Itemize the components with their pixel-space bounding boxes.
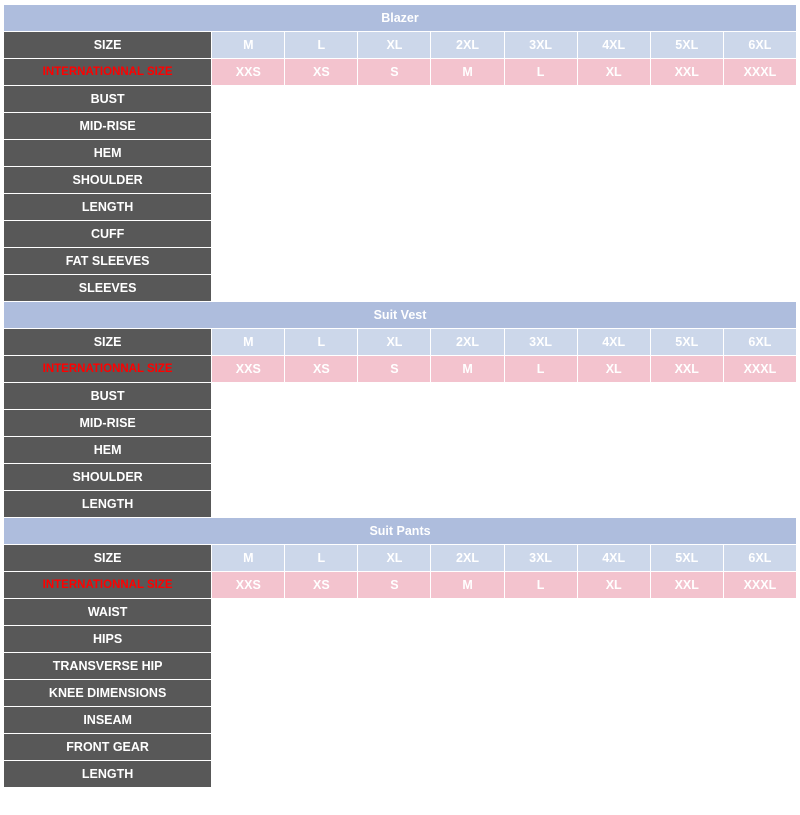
measurement-value: 76 bbox=[650, 653, 723, 680]
measurement-value: 73.9 bbox=[577, 194, 650, 221]
measurement-value: 93.8 bbox=[285, 410, 358, 437]
measurement-value: 44.2 bbox=[723, 464, 796, 491]
measurement-value: 114.3 bbox=[650, 113, 723, 140]
section-title-row bbox=[4, 302, 797, 329]
measurement-value: 96 bbox=[212, 86, 285, 113]
measurement-value: 114.3 bbox=[504, 86, 577, 113]
measurement-value: 58.5 bbox=[358, 491, 431, 518]
measurement-value: 39.9 bbox=[650, 707, 723, 734]
measurement-value: 64 bbox=[285, 653, 358, 680]
measurement-value: 73.6 bbox=[577, 653, 650, 680]
measurement-value: 109.2 bbox=[431, 86, 504, 113]
table-row bbox=[4, 707, 797, 734]
measurement-value: 72.9 bbox=[504, 194, 577, 221]
measurement-value: 63.5 bbox=[723, 491, 796, 518]
measurement-value: 100.9 bbox=[358, 437, 431, 464]
size-value: XL bbox=[358, 32, 431, 59]
measurement-label: FRONT GEAR bbox=[4, 734, 212, 761]
measurement-value: 99.5 bbox=[285, 626, 358, 653]
section-title: Suit Pants bbox=[4, 518, 797, 545]
measurement-value: 99.1 bbox=[285, 86, 358, 113]
international-size-value: XS bbox=[285, 356, 358, 383]
international-size-value: M bbox=[431, 572, 504, 599]
measurement-value: 94 bbox=[504, 599, 577, 626]
measurement-value: 47 bbox=[723, 248, 796, 275]
measurement-value: 113.1 bbox=[504, 383, 577, 410]
measurement-value: 29.6 bbox=[504, 734, 577, 761]
size-value: 3XL bbox=[504, 545, 577, 572]
table-row bbox=[4, 734, 797, 761]
size-value: L bbox=[285, 545, 358, 572]
measurement-value: 68.8 bbox=[431, 653, 504, 680]
size-row-label: SIZE bbox=[4, 545, 212, 572]
measurement-value: 30.2 bbox=[650, 221, 723, 248]
size-row-label: SIZE bbox=[4, 329, 212, 356]
international-size-value: XXL bbox=[650, 59, 723, 86]
measurement-value: 27 bbox=[358, 221, 431, 248]
measurement-value: 119.3 bbox=[650, 410, 723, 437]
table-row bbox=[4, 437, 797, 464]
measurement-value: 50.4 bbox=[723, 680, 796, 707]
measurement-value: 39 bbox=[358, 248, 431, 275]
table-row bbox=[4, 464, 797, 491]
measurement-value: 26.2 bbox=[285, 221, 358, 248]
measurement-label: KNEE DIMENSIONS bbox=[4, 680, 212, 707]
measurement-value: 104 bbox=[431, 410, 504, 437]
measurement-value: 71.2 bbox=[504, 653, 577, 680]
measurement-value: 62.2 bbox=[285, 275, 358, 302]
measurement-value: 42.2 bbox=[504, 248, 577, 275]
measurement-value: 60.5 bbox=[504, 491, 577, 518]
table-row bbox=[4, 653, 797, 680]
measurement-value: 66 bbox=[504, 275, 577, 302]
measurement-value: 82 bbox=[212, 113, 285, 140]
international-size-value: S bbox=[358, 356, 431, 383]
measurement-label: SHOULDER bbox=[4, 167, 212, 194]
international-size-value: XXS bbox=[212, 356, 285, 383]
measurement-value: 119.4 bbox=[577, 86, 650, 113]
measurement-value: 133.4 bbox=[723, 140, 796, 167]
size-chart-table bbox=[3, 4, 797, 815]
measurement-label: SHOULDER bbox=[4, 464, 212, 491]
international-size-value: M bbox=[431, 59, 504, 86]
international-size-value: L bbox=[504, 572, 577, 599]
measurement-value: 29.4 bbox=[577, 221, 650, 248]
international-size-row bbox=[4, 356, 797, 383]
measurement-value: 37.4 bbox=[285, 248, 358, 275]
international-size-value: XL bbox=[577, 356, 650, 383]
measurement-label: CUFF bbox=[4, 221, 212, 248]
international-size-value: XXL bbox=[650, 356, 723, 383]
measurement-value: 106.9 bbox=[431, 761, 504, 788]
size-value: 4XL bbox=[577, 32, 650, 59]
size-row bbox=[4, 545, 797, 572]
table-row bbox=[4, 626, 797, 653]
measurement-value: 30.6 bbox=[650, 734, 723, 761]
measurement-value: 78.4 bbox=[723, 653, 796, 680]
size-value: XL bbox=[358, 545, 431, 572]
measurement-value: 88.9 bbox=[285, 113, 358, 140]
measurement-value: 129.5 bbox=[723, 86, 796, 113]
measurement-value: 39.4 bbox=[431, 707, 504, 734]
measurement-value: 102.9 bbox=[285, 761, 358, 788]
measurement-value: 27.8 bbox=[431, 221, 504, 248]
measurement-value: 40.6 bbox=[431, 248, 504, 275]
table-row bbox=[4, 410, 797, 437]
size-value: 3XL bbox=[504, 329, 577, 356]
measurement-label: MID-RISE bbox=[4, 410, 212, 437]
table-row bbox=[4, 167, 797, 194]
measurement-value: 45 bbox=[285, 680, 358, 707]
measurement-value: 40.3 bbox=[504, 464, 577, 491]
international-size-value: XXXL bbox=[723, 572, 796, 599]
measurement-value: 126.4 bbox=[723, 437, 796, 464]
measurement-value: 111 bbox=[577, 761, 650, 788]
table-row bbox=[4, 680, 797, 707]
measurement-value: 28.6 bbox=[358, 734, 431, 761]
size-value: 2XL bbox=[431, 32, 504, 59]
measurement-value: 83.8 bbox=[358, 599, 431, 626]
table-row bbox=[4, 383, 797, 410]
table-row bbox=[4, 194, 797, 221]
international-size-value: XS bbox=[285, 59, 358, 86]
measurement-value: 45.9 bbox=[358, 680, 431, 707]
international-size-value: XS bbox=[285, 572, 358, 599]
measurement-label: LENGTH bbox=[4, 761, 212, 788]
measurement-value: 38.9 bbox=[504, 707, 577, 734]
measurement-value: 44 bbox=[212, 680, 285, 707]
table-row bbox=[4, 221, 797, 248]
size-value: 2XL bbox=[431, 545, 504, 572]
measurement-value: 98 bbox=[212, 140, 285, 167]
measurement-label: LENGTH bbox=[4, 491, 212, 518]
size-value: L bbox=[285, 329, 358, 356]
measurement-value: 109.2 bbox=[723, 599, 796, 626]
measurement-label: BUST bbox=[4, 86, 212, 113]
footnote-row bbox=[4, 788, 797, 815]
measurement-value: 56.5 bbox=[212, 491, 285, 518]
measurement-value: 39.4 bbox=[577, 707, 650, 734]
measurement-value: 98.9 bbox=[358, 410, 431, 437]
measurement-value: 88 bbox=[212, 410, 285, 437]
international-size-value: XXL bbox=[650, 572, 723, 599]
international-size-value: XXS bbox=[212, 572, 285, 599]
measurement-value: 39 bbox=[431, 464, 504, 491]
measurement-value: 48.6 bbox=[577, 680, 650, 707]
measurement-label: MID-RISE bbox=[4, 113, 212, 140]
measurement-value: 121.3 bbox=[650, 437, 723, 464]
international-size-value: XXXL bbox=[723, 356, 796, 383]
measurement-value: 69.9 bbox=[723, 275, 796, 302]
size-value: 4XL bbox=[577, 545, 650, 572]
measurement-label: HEM bbox=[4, 140, 212, 167]
measurement-value: 107.9 bbox=[358, 140, 431, 167]
measurement-value: 59.5 bbox=[431, 491, 504, 518]
international-size-row-label: INTERNATIONNAL SIZE bbox=[4, 59, 212, 86]
measurement-value: 46.5 bbox=[431, 167, 504, 194]
footnote: *This data was obtained from manually measuring the product, it may be off by 1-2 CM bbox=[4, 788, 797, 815]
size-value: M bbox=[212, 329, 285, 356]
international-size-value: M bbox=[431, 356, 504, 383]
measurement-value: 43.8 bbox=[577, 248, 650, 275]
section-title-row bbox=[4, 518, 797, 545]
measurement-value: 88.9 bbox=[431, 599, 504, 626]
measurement-value: 118.1 bbox=[504, 140, 577, 167]
size-row bbox=[4, 329, 797, 356]
measurement-value: 28.1 bbox=[285, 734, 358, 761]
measurement-value: 109.1 bbox=[504, 410, 577, 437]
international-size-row-label: INTERNATIONNAL SIZE bbox=[4, 356, 212, 383]
size-value: 3XL bbox=[504, 32, 577, 59]
measurement-value: 37 bbox=[212, 707, 285, 734]
measurement-value: 49 bbox=[577, 167, 650, 194]
table-row bbox=[4, 86, 797, 113]
measurement-value: 111.1 bbox=[504, 437, 577, 464]
international-size-row-label: INTERNATIONNAL SIZE bbox=[4, 572, 212, 599]
measurement-value: 69.9 bbox=[285, 194, 358, 221]
measurement-value: 51.6 bbox=[723, 167, 796, 194]
measurement-value: 27.6 bbox=[212, 734, 285, 761]
table-row bbox=[4, 491, 797, 518]
size-value: 5XL bbox=[650, 329, 723, 356]
measurement-value: 35.1 bbox=[212, 464, 285, 491]
measurement-label: FAT SLEEVES bbox=[4, 248, 212, 275]
size-value: 4XL bbox=[577, 329, 650, 356]
measurement-value: 42.8 bbox=[212, 167, 285, 194]
measurement-value: 94 bbox=[212, 626, 285, 653]
measurement-value: 95.8 bbox=[285, 437, 358, 464]
size-value: 2XL bbox=[431, 329, 504, 356]
international-size-value: XXS bbox=[212, 59, 285, 86]
measurement-value: 62.5 bbox=[650, 491, 723, 518]
measurement-value: 71.9 bbox=[431, 194, 504, 221]
measurement-value: 123.2 bbox=[577, 140, 650, 167]
measurement-value: 102.9 bbox=[358, 383, 431, 410]
measurement-value: 127.7 bbox=[723, 626, 796, 653]
measurement-value: 45.2 bbox=[358, 167, 431, 194]
measurement-value: 70.9 bbox=[358, 194, 431, 221]
measurement-value: 99.1 bbox=[431, 113, 504, 140]
measurement-value: 67.3 bbox=[577, 275, 650, 302]
measurement-value: 61 bbox=[212, 275, 285, 302]
measurement-value: 106 bbox=[431, 437, 504, 464]
measurement-value: 74.9 bbox=[650, 194, 723, 221]
measurement-value: 64.8 bbox=[431, 275, 504, 302]
measurement-value: 128.4 bbox=[723, 383, 796, 410]
measurement-value: 118.2 bbox=[577, 383, 650, 410]
measurement-value: 78.7 bbox=[285, 599, 358, 626]
measurement-value: 75.9 bbox=[723, 194, 796, 221]
measurement-value: 31.1 bbox=[723, 734, 796, 761]
measurement-value: 104.1 bbox=[358, 86, 431, 113]
measurement-label: TRANSVERSE HIP bbox=[4, 653, 212, 680]
measurement-value: 43.9 bbox=[285, 167, 358, 194]
measurement-value: 124.4 bbox=[723, 410, 796, 437]
measurement-value: 42.9 bbox=[650, 464, 723, 491]
measurement-value: 128.3 bbox=[650, 140, 723, 167]
size-value: XL bbox=[358, 329, 431, 356]
table-row bbox=[4, 599, 797, 626]
measurement-value: 47.7 bbox=[504, 680, 577, 707]
measurement-value: 40.4 bbox=[723, 707, 796, 734]
measurement-value: 104.2 bbox=[358, 626, 431, 653]
measurement-value: 113.6 bbox=[504, 626, 577, 653]
measurement-value: 113 bbox=[650, 761, 723, 788]
measurement-value: 61.5 bbox=[577, 491, 650, 518]
measurement-value: 31 bbox=[723, 221, 796, 248]
section-title: Suit Vest bbox=[4, 302, 797, 329]
measurement-value: 118.3 bbox=[577, 626, 650, 653]
international-size-value: L bbox=[504, 59, 577, 86]
measurement-value: 30.1 bbox=[577, 734, 650, 761]
measurement-value: 116.2 bbox=[577, 437, 650, 464]
international-size-value: XL bbox=[577, 59, 650, 86]
size-value: L bbox=[285, 32, 358, 59]
measurement-value: 37.4 bbox=[285, 707, 358, 734]
measurement-value: 63 bbox=[212, 653, 285, 680]
table-row bbox=[4, 275, 797, 302]
size-row-label: SIZE bbox=[4, 32, 212, 59]
measurement-value: 28.6 bbox=[504, 221, 577, 248]
measurement-label: LENGTH bbox=[4, 194, 212, 221]
measurement-value: 45.4 bbox=[650, 248, 723, 275]
measurement-label: INSEAM bbox=[4, 707, 212, 734]
measurement-value: 123.3 bbox=[650, 383, 723, 410]
measurement-value: 109 bbox=[504, 761, 577, 788]
measurement-value: 123 bbox=[650, 626, 723, 653]
measurement-value: 68.6 bbox=[650, 275, 723, 302]
measurement-label: HEM bbox=[4, 437, 212, 464]
measurement-value: 36 bbox=[212, 248, 285, 275]
measurement-label: WAIST bbox=[4, 599, 212, 626]
measurement-value: 114.2 bbox=[577, 410, 650, 437]
measurement-value: 36.4 bbox=[285, 464, 358, 491]
measurement-value: 102.8 bbox=[285, 140, 358, 167]
size-value: 5XL bbox=[650, 545, 723, 572]
measurement-value: 37.9 bbox=[358, 707, 431, 734]
section-title-row bbox=[4, 5, 797, 32]
measurement-value: 66.4 bbox=[358, 653, 431, 680]
measurement-value: 99.1 bbox=[577, 599, 650, 626]
measurement-label: SLEEVES bbox=[4, 275, 212, 302]
international-size-value: S bbox=[358, 59, 431, 86]
table-row bbox=[4, 761, 797, 788]
international-size-value: XXXL bbox=[723, 59, 796, 86]
measurement-value: 75 bbox=[212, 599, 285, 626]
measurement-label: HIPS bbox=[4, 626, 212, 653]
measurement-value: 49.5 bbox=[650, 680, 723, 707]
size-value: M bbox=[212, 32, 285, 59]
table-row bbox=[4, 248, 797, 275]
measurement-value: 97.8 bbox=[285, 383, 358, 410]
section-title: Blazer bbox=[4, 5, 797, 32]
measurement-value: 108.9 bbox=[431, 626, 504, 653]
measurement-value: 113 bbox=[431, 140, 504, 167]
international-size-row bbox=[4, 572, 797, 599]
measurement-label: BUST bbox=[4, 383, 212, 410]
international-size-value: XL bbox=[577, 572, 650, 599]
size-value: 5XL bbox=[650, 32, 723, 59]
measurement-value: 50.3 bbox=[650, 167, 723, 194]
measurement-value: 108 bbox=[431, 383, 504, 410]
measurement-value: 94 bbox=[212, 383, 285, 410]
measurement-value: 101 bbox=[212, 761, 285, 788]
table-row bbox=[4, 140, 797, 167]
measurement-value: 124.5 bbox=[650, 86, 723, 113]
measurement-value: 25.4 bbox=[212, 221, 285, 248]
measurement-value: 46.8 bbox=[431, 680, 504, 707]
measurement-value: 115.1 bbox=[723, 761, 796, 788]
size-value: 6XL bbox=[723, 32, 796, 59]
international-size-row bbox=[4, 59, 797, 86]
measurement-value: 94 bbox=[358, 113, 431, 140]
size-value: 6XL bbox=[723, 329, 796, 356]
table-row bbox=[4, 113, 797, 140]
measurement-value: 104.1 bbox=[650, 599, 723, 626]
international-size-value: L bbox=[504, 356, 577, 383]
international-size-value: S bbox=[358, 572, 431, 599]
size-value: M bbox=[212, 545, 285, 572]
measurement-value: 90 bbox=[212, 437, 285, 464]
measurement-value: 57.5 bbox=[285, 491, 358, 518]
size-value: 6XL bbox=[723, 545, 796, 572]
measurement-value: 29.1 bbox=[431, 734, 504, 761]
measurement-value: 104.1 bbox=[504, 113, 577, 140]
size-row bbox=[4, 32, 797, 59]
measurement-value: 104.9 bbox=[358, 761, 431, 788]
measurement-value: 109.2 bbox=[577, 113, 650, 140]
measurement-value: 37.7 bbox=[358, 464, 431, 491]
measurement-value: 119.4 bbox=[723, 113, 796, 140]
measurement-value: 63.5 bbox=[358, 275, 431, 302]
measurement-value: 41.6 bbox=[577, 464, 650, 491]
measurement-value: 68.9 bbox=[212, 194, 285, 221]
measurement-value: 47.8 bbox=[504, 167, 577, 194]
